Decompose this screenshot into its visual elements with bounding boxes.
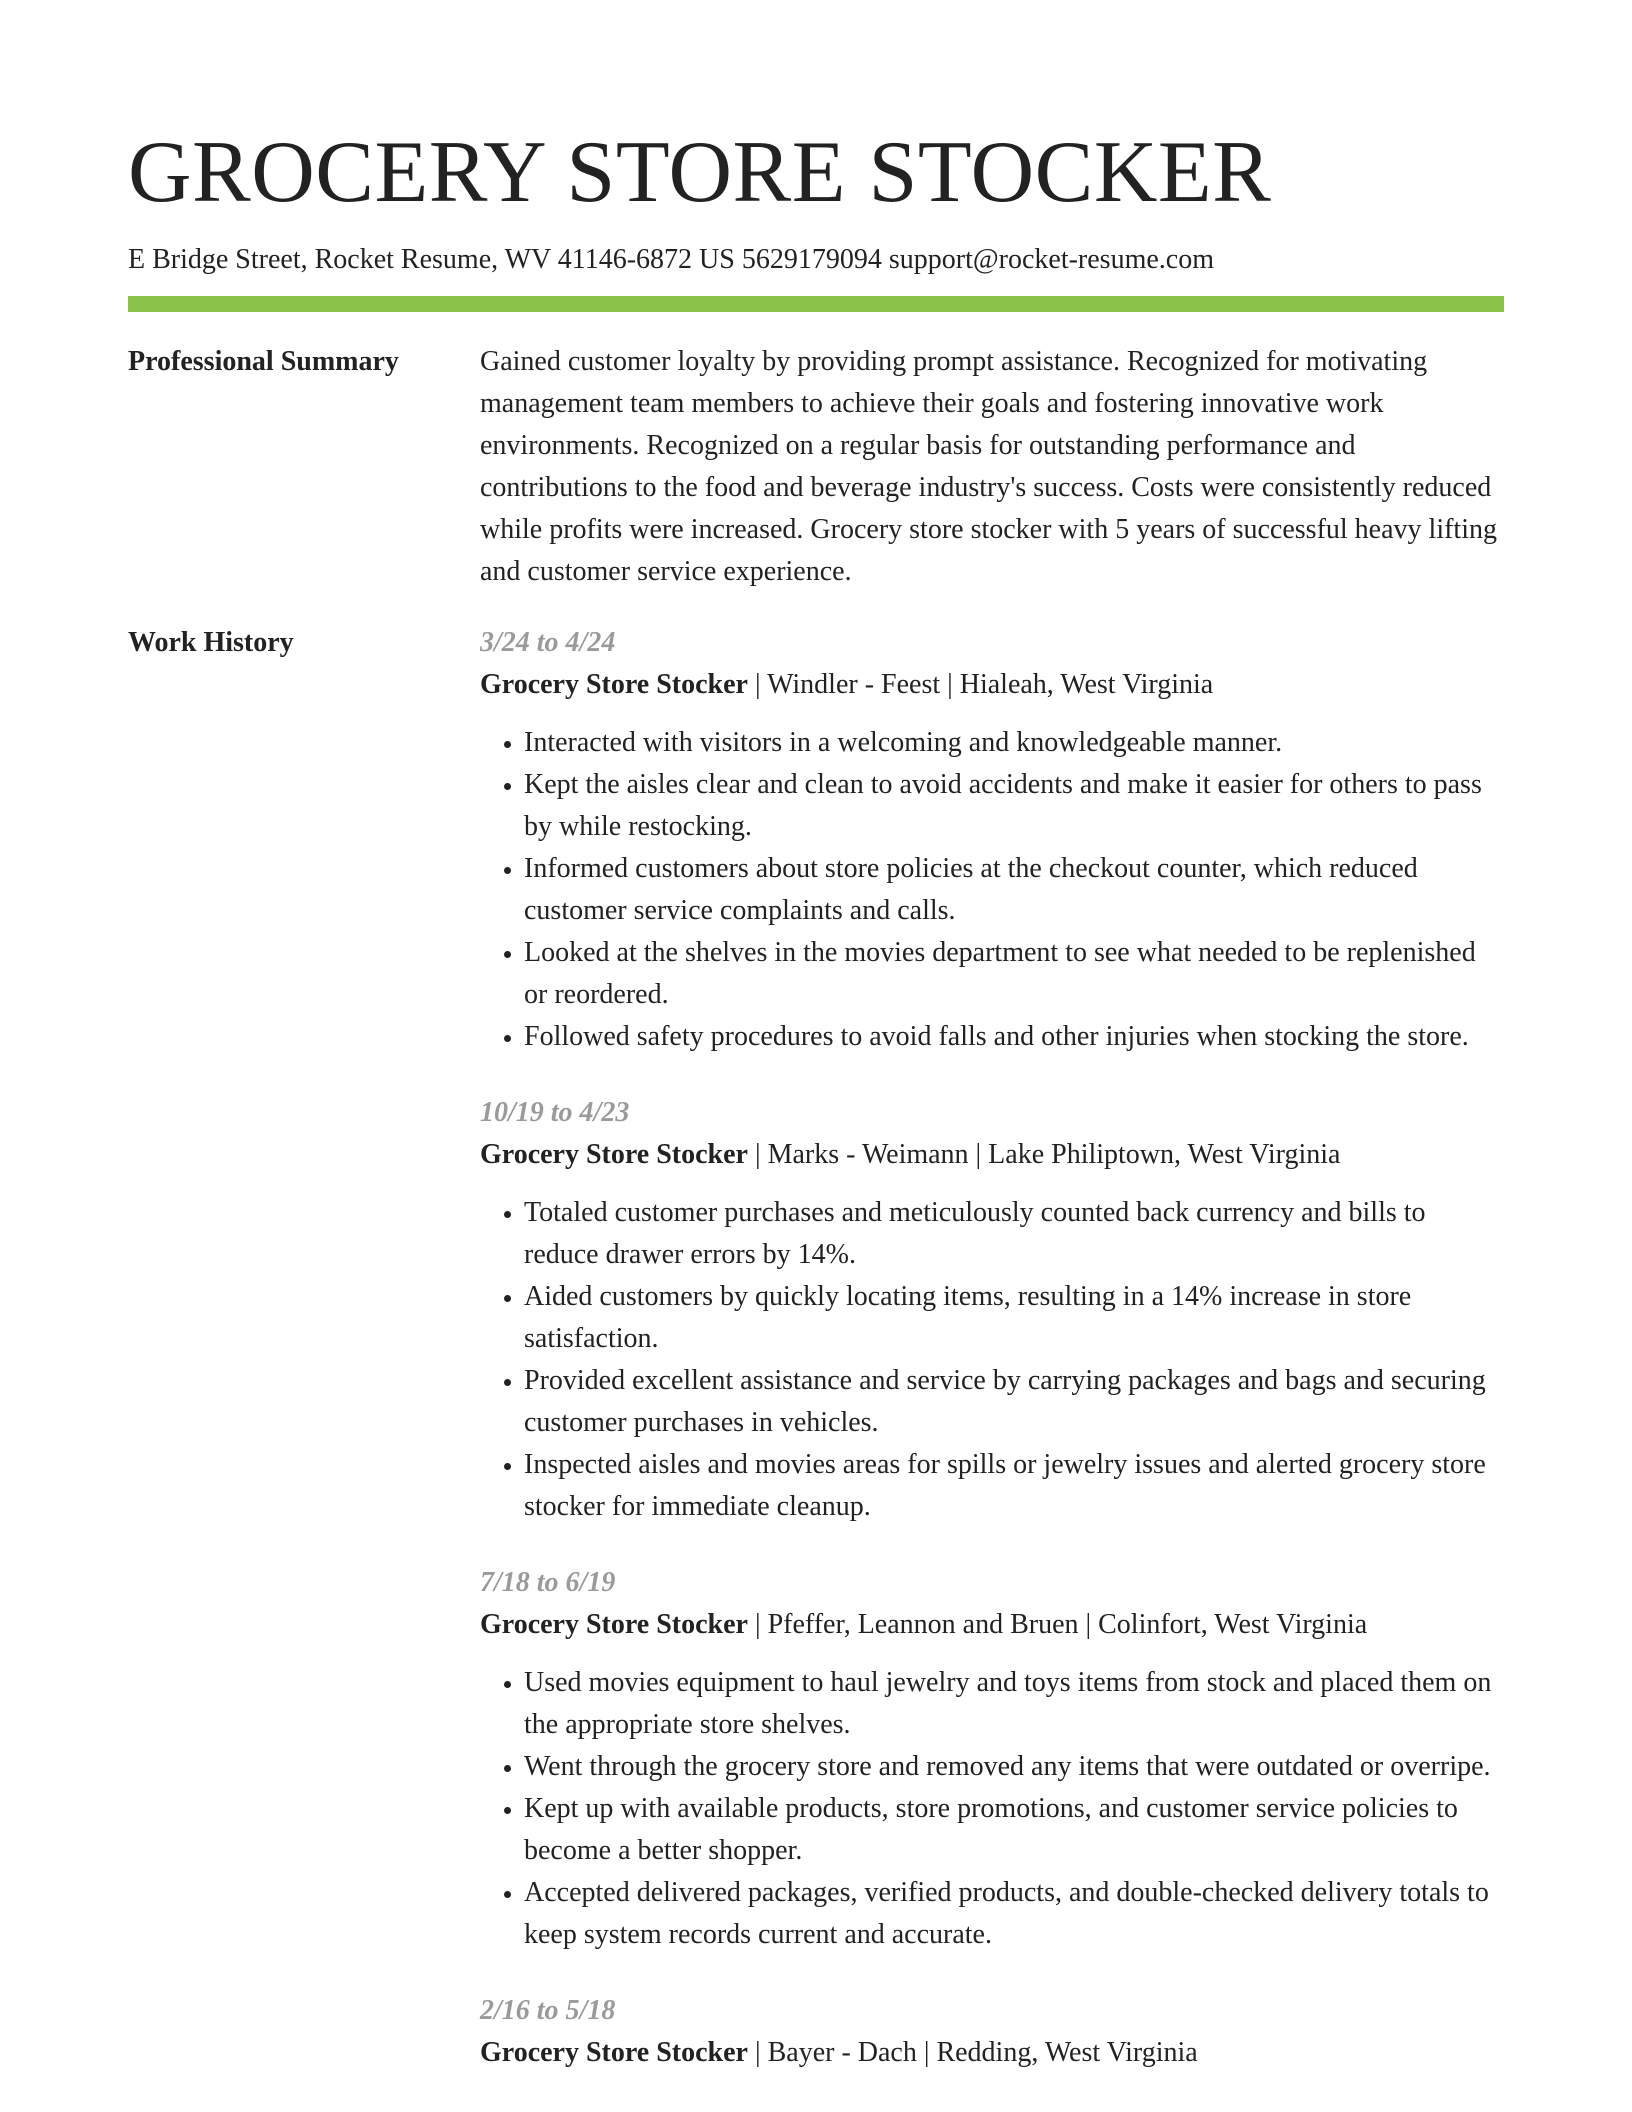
job-title-line: [480, 1604, 1504, 1646]
job-title: Grocery Store Stocker: [480, 1139, 748, 1170]
job-entry: [480, 1990, 1504, 2074]
candidate-name: GROCERY STORE STOCKER: [128, 124, 1272, 221]
job-title: Grocery Store Stocker: [480, 669, 748, 700]
job-bullet: • Accepted delivered packages, verified products, and double-checked delivery totals to keep system records current and accurate.: [524, 1872, 1504, 1956]
job-dates: 2/16 to 5/18: [480, 1995, 616, 2026]
job-bullet: • Interacted with visitors in a welcoming and knowledgeable manner.: [524, 722, 1504, 764]
job-bullet: • Used movies equipment to haul jewelry and toys items from stock and placed them on the appropriate store shelves.: [524, 1662, 1504, 1746]
job-employer-location: | Marks - Weimann | Lake Philiptown, West Virginia: [754, 1139, 1341, 1170]
contact-phone: 5629179094: [741, 244, 882, 275]
job-entry: [480, 1562, 1504, 1956]
contact-address: E Bridge Street, Rocket Resume, WV 41146-6872 US: [128, 244, 735, 275]
job-bullet: • Kept the aisles clear and clean to avoid accidents and make it easier for others to pass by while restocking.: [524, 764, 1504, 848]
job-bullet: • Followed safety procedures to avoid falls and other injuries when stocking the store.: [524, 1016, 1504, 1058]
job-bullets: [480, 1662, 1504, 1956]
job-title: Grocery Store Stocker: [480, 1609, 748, 1640]
job-title-line: [480, 2032, 1504, 2074]
summary-text: Gained customer loyalty by providing prompt assistance. Recognized for motivating management team members to achieve their goals and fostering innovative work environments. Recognized on a regular basis for outstanding performance and contributions to the food and beverage industry's success. Costs were consistently reduced while profits were increased. Grocery store stocker with 5 years of successful heavy lifting and customer service experience.: [480, 346, 1497, 587]
resume-page: [128, 0, 1504, 2108]
job-bullet: • Informed customers about store policies at the checkout counter, which reduced customer service complaints and calls.: [524, 848, 1504, 932]
job-employer-location: | Bayer - Dach | Redding, West Virginia: [754, 2037, 1198, 2068]
job-employer-location: | Windler - Feest | Hialeah, West Virginia: [754, 669, 1214, 700]
job-dates: 10/19 to 4/23: [480, 1097, 630, 1128]
job-bullets: [480, 1192, 1504, 1528]
job-bullet: • Inspected aisles and movies areas for spills or jewelry issues and alerted grocery store stocker for immediate cleanup.: [524, 1444, 1504, 1528]
job-bullet: • Aided customers by quickly locating items, resulting in a 14% increase in store satisfaction.: [524, 1276, 1504, 1360]
job-bullet: • Kept up with available products, store promotions, and customer service policies to become a better shopper.: [524, 1788, 1504, 1872]
job-bullet: • Totaled customer purchases and meticulously counted back currency and bills to reduce drawer errors by 14%.: [524, 1192, 1504, 1276]
job-title-line: [480, 1134, 1504, 1176]
work-history-section: [128, 622, 1504, 2108]
job-title-line: [480, 664, 1504, 706]
job-dates: 3/24 to 4/24: [480, 627, 616, 658]
job-title: Grocery Store Stocker: [480, 2037, 748, 2068]
job-employer-location: | Pfeffer, Leannon and Bruen | Colinfort, West Virginia: [754, 1609, 1368, 1640]
job-bullet: • Looked at the shelves in the movies department to see what needed to be replenished or reordered.: [524, 932, 1504, 1016]
section-label-work-history: Work History: [128, 627, 294, 658]
header-divider: [128, 296, 1504, 312]
job-dates: 7/18 to 6/19: [480, 1567, 616, 1598]
job-entry: [480, 622, 1504, 1058]
contact-email: support@rocket-resume.com: [888, 244, 1214, 275]
job-entry: [480, 1092, 1504, 1528]
job-bullet: • Went through the grocery store and removed any items that were outdated or overripe.: [524, 1746, 1504, 1788]
professional-summary-section: [128, 341, 1504, 593]
job-bullet: • Provided excellent assistance and service by carrying packages and bags and securing customer purchases in vehicles.: [524, 1360, 1504, 1444]
contact-line: [128, 240, 1504, 280]
work-history-list: [480, 622, 1504, 2108]
section-label-summary: Professional Summary: [128, 346, 399, 377]
job-bullets: [480, 722, 1504, 1058]
